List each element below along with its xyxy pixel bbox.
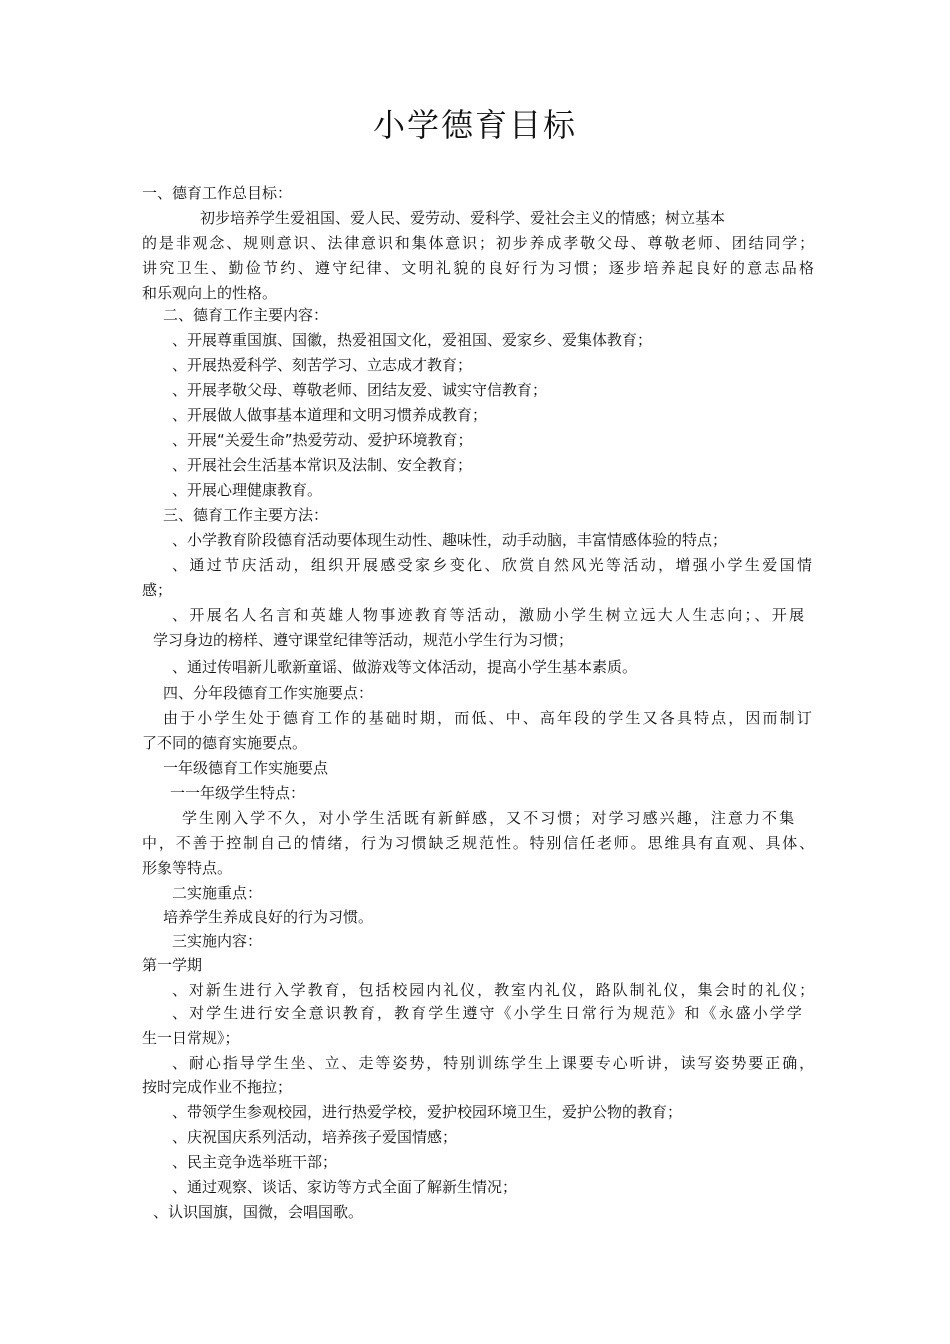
text-line: 生一日常规》；: [142, 1029, 240, 1047]
text-line: 第一学期: [142, 956, 203, 974]
text-line: 感；: [142, 581, 173, 599]
text-line: 形象等特点。: [142, 859, 233, 877]
text-line: 二、德育工作主要内容：: [163, 306, 329, 324]
text-line: 由于小学生处于德育工作的基础时期，而低、中、高年段的学生又各具特点，因而制订: [163, 709, 814, 727]
text-line: 、开展心理健康教育。: [172, 481, 323, 499]
text-line: 、带领学生参观校园，进行热爱学校，爱护校园环境卫生，爱护公物的教育；: [172, 1103, 683, 1121]
text-line: 、开展社会生活基本常识及法制、安全教育；: [172, 456, 473, 474]
text-line: 、小学教育阶段德育活动要体现生动性、趣味性，动手动脑，丰富情感体验的特点；: [172, 531, 728, 549]
text-line: 讲究卫生、勤俭节约、遵守纪律、文明礼貌的良好行为习惯；逐步培养起良好的意志品格: [142, 259, 817, 277]
text-line: 、通过传唱新儿歌新童谣、做游戏等文体活动，提高小学生基本素质。: [172, 658, 638, 676]
text-line: 的是非观念、规则意识、法律意识和集体意识；初步养成孝敬父母、尊敬老师、团结同学；: [142, 234, 817, 252]
text-line: 、开展孝敬父母、尊敬老师、团结友爱、诚实守信教育；: [172, 381, 548, 399]
text-line: 、开展“关爱生命”热爱劳动、爱护环境教育；: [172, 431, 473, 449]
text-line: 一、德育工作总目标：: [142, 184, 293, 202]
text-line: 三实施内容：: [172, 932, 263, 950]
text-line: 学习身边的榜样、遵守课堂纪律等活动，规范小学生行为习惯；: [153, 631, 574, 649]
text-line: 、通过观察、谈话、家访等方式全面了解新生情况；: [172, 1178, 518, 1196]
text-line: 按时完成作业不拖拉；: [142, 1078, 293, 1096]
text-line: 了不同的德育实施要点。: [142, 734, 308, 752]
text-line: 、对学生进行安全意识教育，教育学生遵守《小学生日常行为规范》和《永盛小学学: [172, 1004, 804, 1022]
document-title: 小学德育目标: [372, 106, 577, 144]
text-line: 、庆祝国庆系列活动，培养孩子爱国情感；: [172, 1128, 458, 1146]
text-line: 学生刚入学不久，对小学生活既有新鲜感，又不习惯；对学习感兴趣，注意力不集: [182, 809, 797, 827]
text-line: 三、德育工作主要方法：: [163, 506, 329, 524]
text-line: 二实施重点：: [172, 884, 263, 902]
text-line: 初步培养学生爱祖国、爱人民、爱劳动、爱科学、爱社会主义的情感；树立基本: [200, 209, 726, 227]
text-line: 、耐心指导学生坐、立、走等姿势，特别训练学生上课要专心听讲，读写姿势要正确，: [172, 1054, 817, 1072]
text-line: 、对新生进行入学教育，包括校园内礼仪，教室内礼仪，路队制礼仪，集会时的礼仪；: [172, 981, 817, 999]
text-line: 、开展名人名言和英雄人物事迹教育等活动，激励小学生树立远大人生志向；、开展: [172, 606, 807, 624]
text-line: 、认识国旗，国微，会唱国歌。: [153, 1203, 364, 1221]
text-line: 、开展做人做事基本道理和文明习惯养成教育；: [172, 406, 488, 424]
text-line: 一年级德育工作实施要点: [163, 759, 329, 777]
text-line: 四、分年段德育工作实施要点：: [163, 684, 374, 702]
text-line: 、开展热爱科学、刻苦学习、立志成才教育；: [172, 356, 473, 374]
text-line: 、民主竞争选举班干部；: [172, 1153, 338, 1171]
text-line: 、通过节庆活动，组织开展感受家乡变化、欣赏自然风光等活动，增强小学生爱国情: [172, 556, 815, 574]
text-line: 、开展尊重国旗、国徽，热爱祖国文化，爱祖国、爱家乡、爱集体教育；: [172, 331, 653, 349]
text-line: 中，不善于控制自己的情绪，行为习惯缺乏规范性。特别信任老师。思维具有直观、具体、: [142, 834, 817, 852]
text-line: 和乐观向上的性格。: [142, 284, 278, 302]
text-line: 培养学生养成良好的行为习惯。: [163, 908, 374, 926]
text-line: 一一年级学生特点：: [170, 784, 306, 802]
